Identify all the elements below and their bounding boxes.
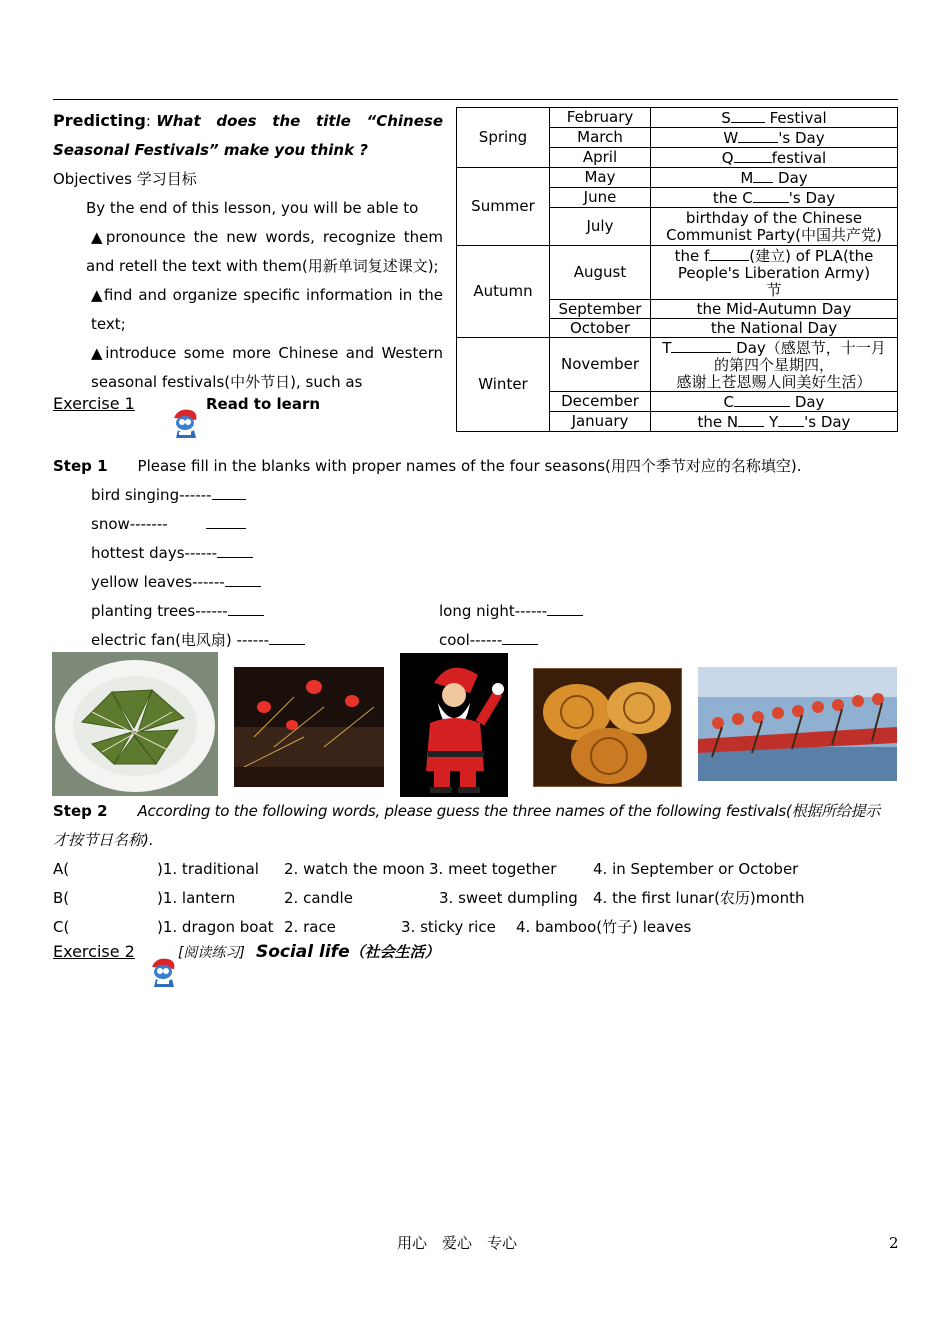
festival-text: T [662, 339, 672, 357]
month-cell: October [550, 319, 651, 338]
objective-item3-line2: seasonal festivals(中外节日), such as [91, 373, 363, 391]
exercise1-label-underlined [53, 394, 135, 413]
festival-text: W [723, 129, 739, 147]
month-cell: September [550, 300, 651, 319]
step2-row-a [53, 855, 898, 884]
fill-blank[interactable] [734, 148, 772, 163]
objectives-intro: By the end of this lesson, you will be able to [86, 199, 419, 217]
mooncake-photo [533, 668, 682, 787]
clue-3: 3. sweet dumpling [439, 889, 578, 907]
step1-item-text: cool------ [439, 631, 503, 649]
clue-2: 2. race [284, 918, 336, 936]
festival-text: the N [697, 413, 739, 431]
festival-text: festival [771, 149, 827, 167]
month-cell: April [550, 148, 651, 168]
step1-item [91, 481, 246, 510]
exercise2-heading [53, 941, 440, 962]
step1-label: Step 1 [53, 457, 108, 475]
step1-item [439, 626, 538, 655]
step1-heading [53, 452, 802, 481]
festival-cell [651, 246, 898, 300]
step1-instruction: Please fill in the blanks with proper names of the four seasons(用四个季节对应的名称填空). [137, 457, 802, 475]
month-cell: November [550, 338, 651, 392]
clue-3: 3. sticky rice [401, 918, 496, 936]
step1-item-text: planting trees------ [91, 602, 228, 620]
exercise1-subtitle: Read to learn [206, 395, 321, 413]
predicting-question-line1: What does the title “Chinese [156, 112, 443, 130]
objective-item3-line1: ▲introduce some more Chinese and Western [91, 344, 443, 362]
month-cell: June [550, 188, 651, 208]
festival-text: S [721, 109, 731, 127]
clue-4: 4. bamboo(竹子) leaves [516, 918, 692, 936]
objectives-title: Objectives [53, 170, 132, 188]
month-cell: January [550, 412, 651, 432]
predicting-question-line2: Seasonal Festivals” make you think ? [53, 141, 368, 159]
season-summer: Summer [457, 168, 550, 246]
clue-2: 2. watch the moon [284, 860, 425, 878]
answer-prefix[interactable]: C( [53, 918, 70, 936]
fill-blank[interactable] [778, 412, 804, 427]
predicting-block [53, 106, 443, 397]
fill-blank[interactable] [753, 168, 773, 183]
festival-text: 感谢上苍恩赐人间美好生活） [676, 373, 872, 391]
clue-1: )1. lantern [157, 889, 236, 907]
festival-text: 's Day [778, 129, 825, 147]
fill-blank[interactable] [734, 392, 790, 407]
month-cell: May [550, 168, 651, 188]
fill-blank[interactable] [269, 630, 305, 645]
festival-cell [651, 108, 898, 128]
step1-item [439, 597, 583, 626]
exercise2-title-cn: （社会生活） [349, 943, 440, 961]
objective-item2-line1: ▲find and organize specific information in the [91, 286, 443, 304]
top-rule [53, 99, 898, 100]
exercise2-title: Social life [255, 942, 350, 962]
festival-table [456, 107, 898, 432]
step2-row-b [53, 884, 898, 913]
fill-blank[interactable] [731, 108, 765, 123]
exercise1-label-text: Exercise 1 [53, 394, 135, 413]
dragon-boat-photo [698, 667, 897, 781]
answer-prefix[interactable]: A( [53, 860, 70, 878]
clue-3: 3. meet together [429, 860, 557, 878]
predicting-label: Predicting [53, 111, 146, 130]
season-autumn: Autumn [457, 246, 550, 338]
festival-text: Festival [769, 109, 827, 127]
month-cell: July [550, 208, 651, 246]
fill-blank[interactable] [206, 514, 246, 529]
step1-item [91, 510, 246, 539]
smurf-mascot-icon [146, 955, 180, 989]
clue-4: 4. in September or October [593, 860, 799, 878]
objective-item1-line2: and retell the text with them(用新单词复述课文); [86, 257, 439, 275]
festival-cell [651, 338, 898, 392]
objective-item1-line1: ▲pronounce the new words, recognize them [91, 228, 443, 246]
exercise2-label: Exercise 2 [53, 942, 135, 961]
fill-blank[interactable] [228, 601, 264, 616]
season-winter: Winter [457, 338, 550, 432]
step1-item-text: snow------- [91, 515, 168, 533]
festival-text: the C [712, 189, 753, 207]
step1-item [91, 626, 305, 655]
clue-2: 2. candle [284, 889, 353, 907]
festival-cell [651, 148, 898, 168]
fill-blank[interactable] [738, 128, 778, 143]
festival-cell [651, 188, 898, 208]
fill-blank[interactable] [217, 543, 253, 558]
festival-text: (建立) of PLA(the [749, 247, 874, 265]
festival-text: Q [721, 149, 734, 167]
festival-text: the f [674, 247, 710, 265]
clue-1: )1. traditional [157, 860, 259, 878]
festival-cell [651, 128, 898, 148]
clue-4: 4. the first lunar(农历)month [593, 889, 805, 907]
festival-text: Day [778, 169, 808, 187]
objectives-title-cn: 学习目标 [136, 170, 197, 188]
zongzi-photo [52, 652, 218, 796]
step1-item [91, 539, 253, 568]
fill-blank[interactable] [225, 572, 261, 587]
festival-text: C [723, 393, 735, 411]
festival-text: 的第四个星期四， [713, 356, 834, 374]
festival-cell [651, 392, 898, 412]
fill-blank[interactable] [671, 338, 731, 353]
fill-blank[interactable] [547, 601, 583, 616]
festival-cell [651, 412, 898, 432]
festival-cell [651, 168, 898, 188]
step2-row-c [53, 913, 898, 942]
santa-claus-photo [400, 653, 508, 797]
step1-item-text: yellow leaves------ [91, 573, 225, 591]
festival-cell: the Mid-Autumn Day [651, 300, 898, 319]
step2-block [53, 797, 898, 855]
month-cell: August [550, 246, 651, 300]
step1-item-text: electric fan(电风扇) ------ [91, 631, 270, 649]
page-number: 2 [889, 1234, 899, 1252]
step1-item [91, 568, 261, 597]
objective-item2-line2: text; [91, 315, 126, 333]
footer-motto: 用心 爱心 专心 [397, 1234, 518, 1252]
festival-text: 's Day [788, 189, 836, 207]
month-cell: February [550, 108, 651, 128]
fill-blank[interactable] [212, 485, 246, 500]
festival-cell [651, 208, 898, 246]
festival-text: Y [768, 413, 779, 431]
festival-text: Day [794, 393, 825, 411]
festival-text: 节 [766, 281, 782, 299]
step2-instruction-line1: According to the following words, please guess the three names of the following festivals(根据所给提示 [137, 802, 880, 820]
season-spring: Spring [457, 108, 550, 168]
festival-text: Day（感恩节，十一月 [736, 339, 886, 357]
step1-item-text: bird singing------ [91, 486, 212, 504]
exercise2-tag: [阅读练习] [177, 945, 245, 961]
step2-label: Step 2 [53, 802, 108, 820]
step1-item-text: hottest days------ [91, 544, 218, 562]
answer-prefix[interactable]: B( [53, 889, 70, 907]
lantern-street-photo [234, 667, 384, 787]
predicting-colon: : [145, 112, 151, 130]
festival-text: People's Liberation Army) [677, 264, 871, 282]
festival-text: M [740, 169, 754, 187]
smurf-mascot-icon [168, 406, 202, 440]
festival-text: Communist Party(中国共产党) [666, 225, 882, 244]
fill-blank[interactable] [502, 630, 538, 645]
step2-instruction-line2: 才按节日名称). [53, 831, 154, 849]
festival-cell: the National Day [651, 319, 898, 338]
step1-item-text: long night------ [439, 602, 548, 620]
festival-text: 's Day [804, 413, 851, 431]
fill-blank[interactable] [753, 188, 789, 203]
fill-blank[interactable] [738, 412, 764, 427]
clue-1: )1. dragon boat [157, 918, 274, 936]
month-cell: December [550, 392, 651, 412]
fill-blank[interactable] [709, 246, 749, 261]
month-cell: March [550, 128, 651, 148]
step1-item [91, 597, 264, 626]
festival-text: birthday of the Chinese [685, 208, 863, 227]
